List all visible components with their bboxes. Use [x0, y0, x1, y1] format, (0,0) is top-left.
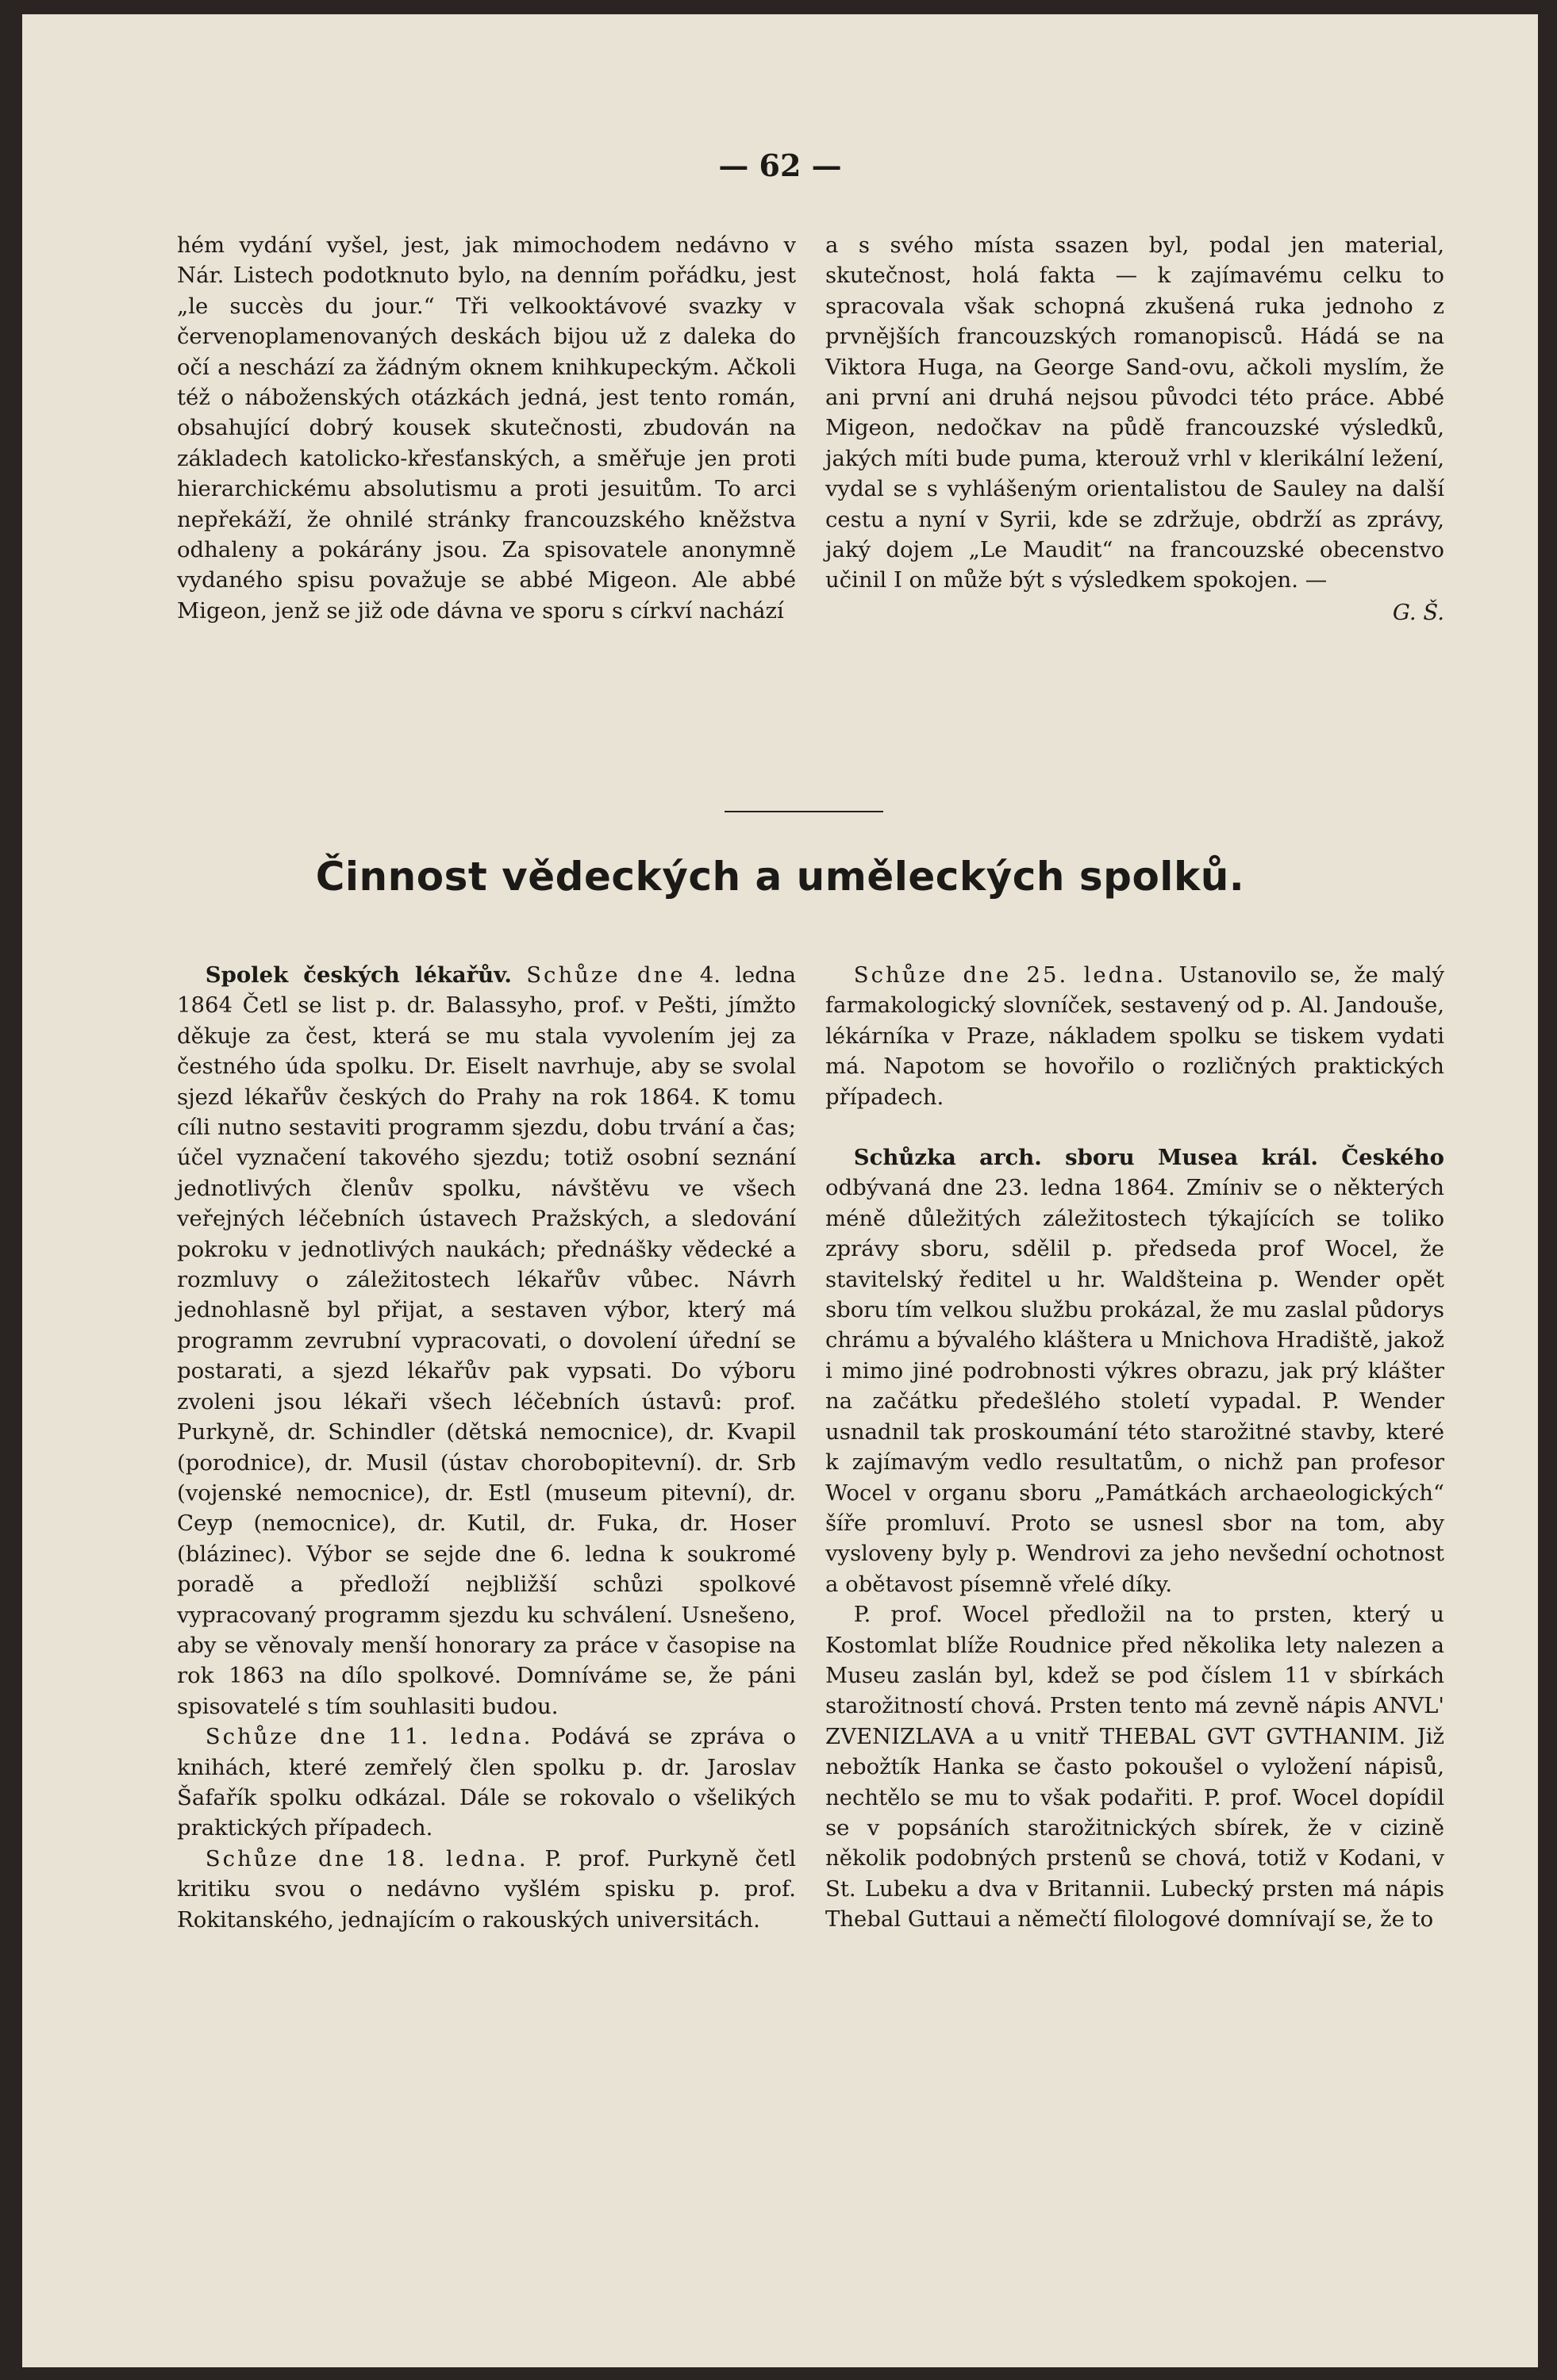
- archaeology-text: odbývaná dne 23. ledna 1864. Zmíniv se o některých méně důležitých záležitostech týkajících se toliko zprávy sboru, sdělil p. předseda prof Wocel, že stavitelský ředitel u hr. Waldšteina p. Wender opět sboru tím velkou službu prokázal, že mu zaslal půdorys chrámu a bývalého kláštera u Mnichova Hradiště, jakož i mimo jiné podrobnosti výkres obrazu, jak prý klášter na začátku předešlého století vypadal. P. Wender usnadnil tak proskoumání této starožitné stavby, které k zajímavým vedlo resultatům, o nichž pan profesor Wocel v organu sboru „Památkách archaeologických“ šíře promluví. Proto se usnesl sbor na tom, aby vysloveny byly p. Wendrovi za jeho nevšední ochotnost a obětavost písemně vřelé díky.: [825, 1175, 1444, 1597]
- archaeology-report: [825, 1142, 1444, 1599]
- meeting-jan25-text: Ustanovilo se, že malý farmakologický slovníček, sestavený od p. Al. Jandouše, lékárníka v Praze, nákladem spolku se tiskem vydati má. Napotom se hovořilo o rozličných praktických případech.: [825, 962, 1445, 1110]
- meeting-jan4-text: 4. ledna 1864 Četl se list p. dr. Balassyho, prof. v Pešti, jímžto děkuje za čest, která se mu stala vyvolením jej za čestného úda spolku. Dr. Eiselt navrhuje, aby se svolal sjezd lékařův českých do Prahy na rok 1864. K tomu cíli nutno sestaviti programm sjezdu, dobu trvání a čas; účel vyznačení takového sjezdu; totiž osobní seznání jednotlivých členův spolku, návštěvu ve všech veřejných léčebních ústavech Pražských, a sledování pokroku v jednotlivých naukách; přednášky vědecké a rozmluvy o záležitostech lékařův vůbec. Návrh jednohlasně byl přijat, a sestaven výbor, který má programm zevrubní vypracovati, o dovolení úřední se postarati, a sjezd lékařův pak vypsati. Do výboru zvoleni jsou lékaři všech léčebních ústavů: prof. Purkyně, dr. Schindler (dětská nemocnice), dr. Kvapil (porodnice), dr. Musil (ústav chorobopitevní). dr. Srb (vojenské nemocnice), dr. Estl (museum pitevní), dr. Ceyp (nemocnice), dr. Kutil, dr. Fuka, dr. Hoser (blázinec). Výbor se sejde dne 6. ledna k soukromé poradě a předloží nejbližší schůzi spolkové vypracovaný programm sjezdu ku schválení. Usnešeno, aby se věnovaly menší honorary za práce v časopise na rok 1863 na dílo spolkové. Domníváme se, že páni spisovatelé s tím souhlasiti budou.: [177, 962, 797, 1719]
- section-title: Činnost vědeckých a uměleckých spolků.: [315, 854, 1245, 900]
- top-left-column: [177, 230, 796, 626]
- meeting-jan18: [177, 1844, 796, 1935]
- review-text-left: hém vydání vyšel, jest, jak mimochodem nedávno v Nár. Listech podotknuto bylo, na denním pořádku, jest „le succès du jour.“ Tři velkooktávové svazky v červenoplamenovaných deskách bijou už z daleka do očí a neschází za žádným oknem knihkupeckým. Ačkoli též o náboženských otázkách jedná, jest tento román, obsahující dobrý kousek skutečnosti, zbudován na základech katolicko-křesťanských, a směřuje jen proti hierarchickému absolutismu a proti jesuitům. To arci nepřekáží, že ohnilé stránky francouzského kněžstva odhaleny a pokárány jsou. Za spisovatele anonymně vydaného spisu považuje se abbé Migeon. Ale abbé Migeon, jenž se již ode dávna ve sporu s církví nachází: [177, 232, 796, 624]
- archaeology-heading: Schůzka arch. sboru Musea král. Českého: [853, 1145, 1444, 1171]
- society-heading: Spolek českých lékařův.: [205, 962, 512, 988]
- meeting-jan18-text: P. prof. Purkyně četl kritiku svou o nedávno vyšlém spisku p. prof. Rokitanského, jednajícím o rakouských universitách.: [177, 1845, 796, 1933]
- bottom-right-column: [825, 960, 1444, 1935]
- author-signature: G. Š.: [1392, 599, 1444, 625]
- ring-report: P. prof. Wocel předložil na to prsten, který u Kostomlat blíže Roudnice před několika lety nalezen a Museu zaslán byl, kdež se pod číslem 11 v sbírkách starožitností chová. Prsten tento má zevně nápis ANVL' ZVENIZLAVA a u vnitř THEBAL GVT GVTHANIM. Již nebožtík Hanka se často pokoušel o vyložení nápisů, nechtělo se mu to však podařiti. P. prof. Wocel dopídil se v popsáních starožitnických sbírek, že v cizině několik podobných prstenů se chová, totiž v Kodani, v St. Lubeku a dva v Britannii. Lubecký prsten má nápis Thebal Guttaui a němečtí filologové domnívají se, že to: [825, 1602, 1444, 1933]
- meeting-date-jan11: Schůze dne 11. ledna.: [205, 1724, 533, 1750]
- section-divider: [725, 811, 883, 812]
- document-page: [22, 14, 1538, 2367]
- top-right-column: [825, 230, 1444, 628]
- meeting-date-jan4: Schůze dne: [526, 962, 686, 988]
- physicians-society-report: [177, 960, 796, 1722]
- meeting-jan25: [825, 960, 1444, 1112]
- review-text-right: a s svého místa ssazen byl, podal jen material, skutečnost, holá fakta — k zajímavému celku to spracovala však schopná zkušená ruka jednoho z prvnějších francouzských romanopisců. Hádá se na Viktora Huga, na George Sand-ovu, ačkoli myslím, že ani první ani druhá nejsou původci této práce. Abbé Migeon, nedočkav na půdě francouzské výsledků, jakých míti bude puma, kterouž vrhl v klerikální ležení, vydal se s vyhlášeným orientalistou de Sauley na další cestu a nyní v Syrii, kde se zdržuje, obdrží as zprávy, jaký dojem „Le Maudit“ na francouzské obecenstvo učinil I on může být s výsledkem spokojen. —: [825, 232, 1444, 593]
- bottom-left-column: [177, 960, 796, 1935]
- meeting-date-jan25: Schůze dne 25. ledna.: [853, 962, 1167, 988]
- paragraph-gap: [825, 1112, 1444, 1142]
- meeting-jan11: [177, 1722, 796, 1844]
- page-number: — 62 —: [718, 148, 842, 183]
- meeting-jan11-text: Podává se zpráva o knihách, které zemřelý člen spolku p. dr. Jaroslav Šafařík spolku odkázal. Dále se rokovalo o všelikých praktických případech.: [177, 1724, 797, 1841]
- meeting-date-jan18: Schůze dne 18. ledna.: [205, 1845, 529, 1871]
